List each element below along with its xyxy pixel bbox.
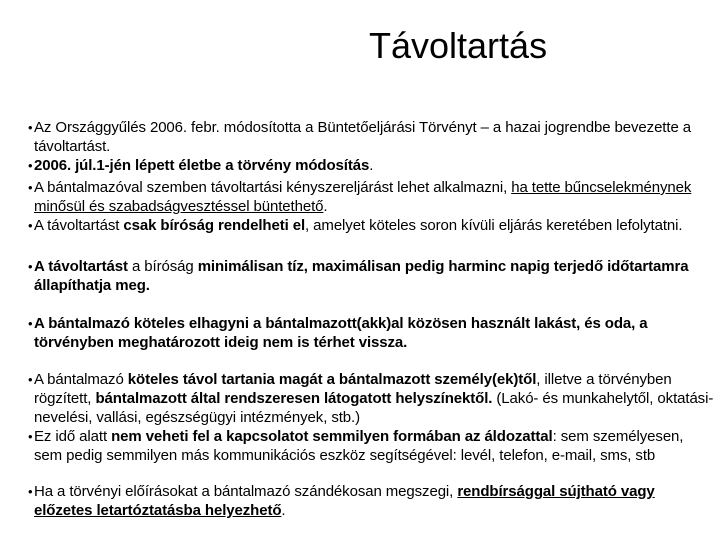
text-segment: A bántalmazó (34, 371, 128, 388)
bullet-icon: • (28, 372, 33, 387)
bullet-icon: • (28, 484, 33, 499)
text-segment: . (323, 198, 328, 215)
text-segment: Az Országgyűlés 2006. febr. módosította a Büntetőeljárási Törvényt – a hazai jogrendbe bevezette a távoltartást. (34, 119, 691, 155)
bullet-icon: • (28, 429, 33, 444)
text-segment: , illetve a törvényben rögzített, (34, 371, 672, 407)
item-text (34, 257, 714, 295)
bullet-icon: • (28, 180, 33, 195)
item-text (34, 178, 714, 216)
item-text (34, 427, 714, 465)
text-segment: (Lakó- és munkahelytől, oktatási-nevelési, vallási, egészségügyi intézmények, stb.) (34, 390, 714, 426)
text-segment: 2006. júl.1-jén lépett életbe a törvény módosítás (34, 157, 370, 174)
text-segment: A távoltartást (34, 217, 124, 234)
item-text (34, 216, 714, 235)
text-segment: köteles távol tartania magát a bántalmazott személy(ek)től (127, 371, 537, 388)
bullet-icon: • (28, 218, 33, 233)
item-text (34, 370, 714, 427)
bullet-icon: • (28, 158, 33, 173)
text-segment: bántalmazott által rendszeresen látogatott helyszínektől. (95, 390, 493, 407)
text-segment: minimálisan tíz, maximálisan pedig harminc napig terjedő időtartamra állapíthatja meg. (34, 258, 689, 294)
bullet-icon: • (28, 316, 33, 331)
item-text (34, 314, 714, 352)
text-segment: : sem személyesen, sem pedig semmilyen más kommunikációs eszköz segítségével: levél, telefon, e-mail, sms, stb (34, 428, 684, 464)
text-segment: , amelyet köteles soron kívüli eljárás keretében lefolytatni. (305, 217, 683, 234)
bullet-icon: • (28, 120, 33, 135)
item-text (34, 118, 714, 156)
text-segment: Ha a törvényi előírásokat a bántalmazó szándékosan megszegi, (34, 483, 458, 500)
text-segment: Ez idő alatt (34, 428, 112, 445)
text-segment: . (369, 157, 374, 174)
slide-title-text: Távoltartás (369, 25, 548, 66)
text-segment: ha tette bűncselekménynek minősül és szabadságvesztéssel büntethető (34, 179, 692, 215)
text-segment: A távoltartást (34, 258, 128, 275)
text-segment: a bíróság (127, 258, 198, 275)
text-segment: . (281, 502, 286, 519)
text-segment: A bántalmazó köteles elhagyni a bántalmazott(akk)al közösen használt lakást, és oda, a törvényben meghatározott ideig nem is térhet vissza. (34, 315, 648, 351)
bullet-icon: • (28, 259, 33, 274)
text-segment: A bántalmazóval szemben távoltartási kényszereljárást lehet alkalmazni, (34, 179, 512, 196)
item-text (34, 156, 714, 175)
text-segment: csak bíróság rendelheti el (123, 217, 306, 234)
text-segment: nem veheti fel a kapcsolatot semmilyen formában az áldozattal (111, 428, 553, 445)
item-text (34, 482, 714, 520)
text-segment: rendbírsággal sújtható vagy előzetes letartóztatásba helyezhető (34, 483, 655, 519)
